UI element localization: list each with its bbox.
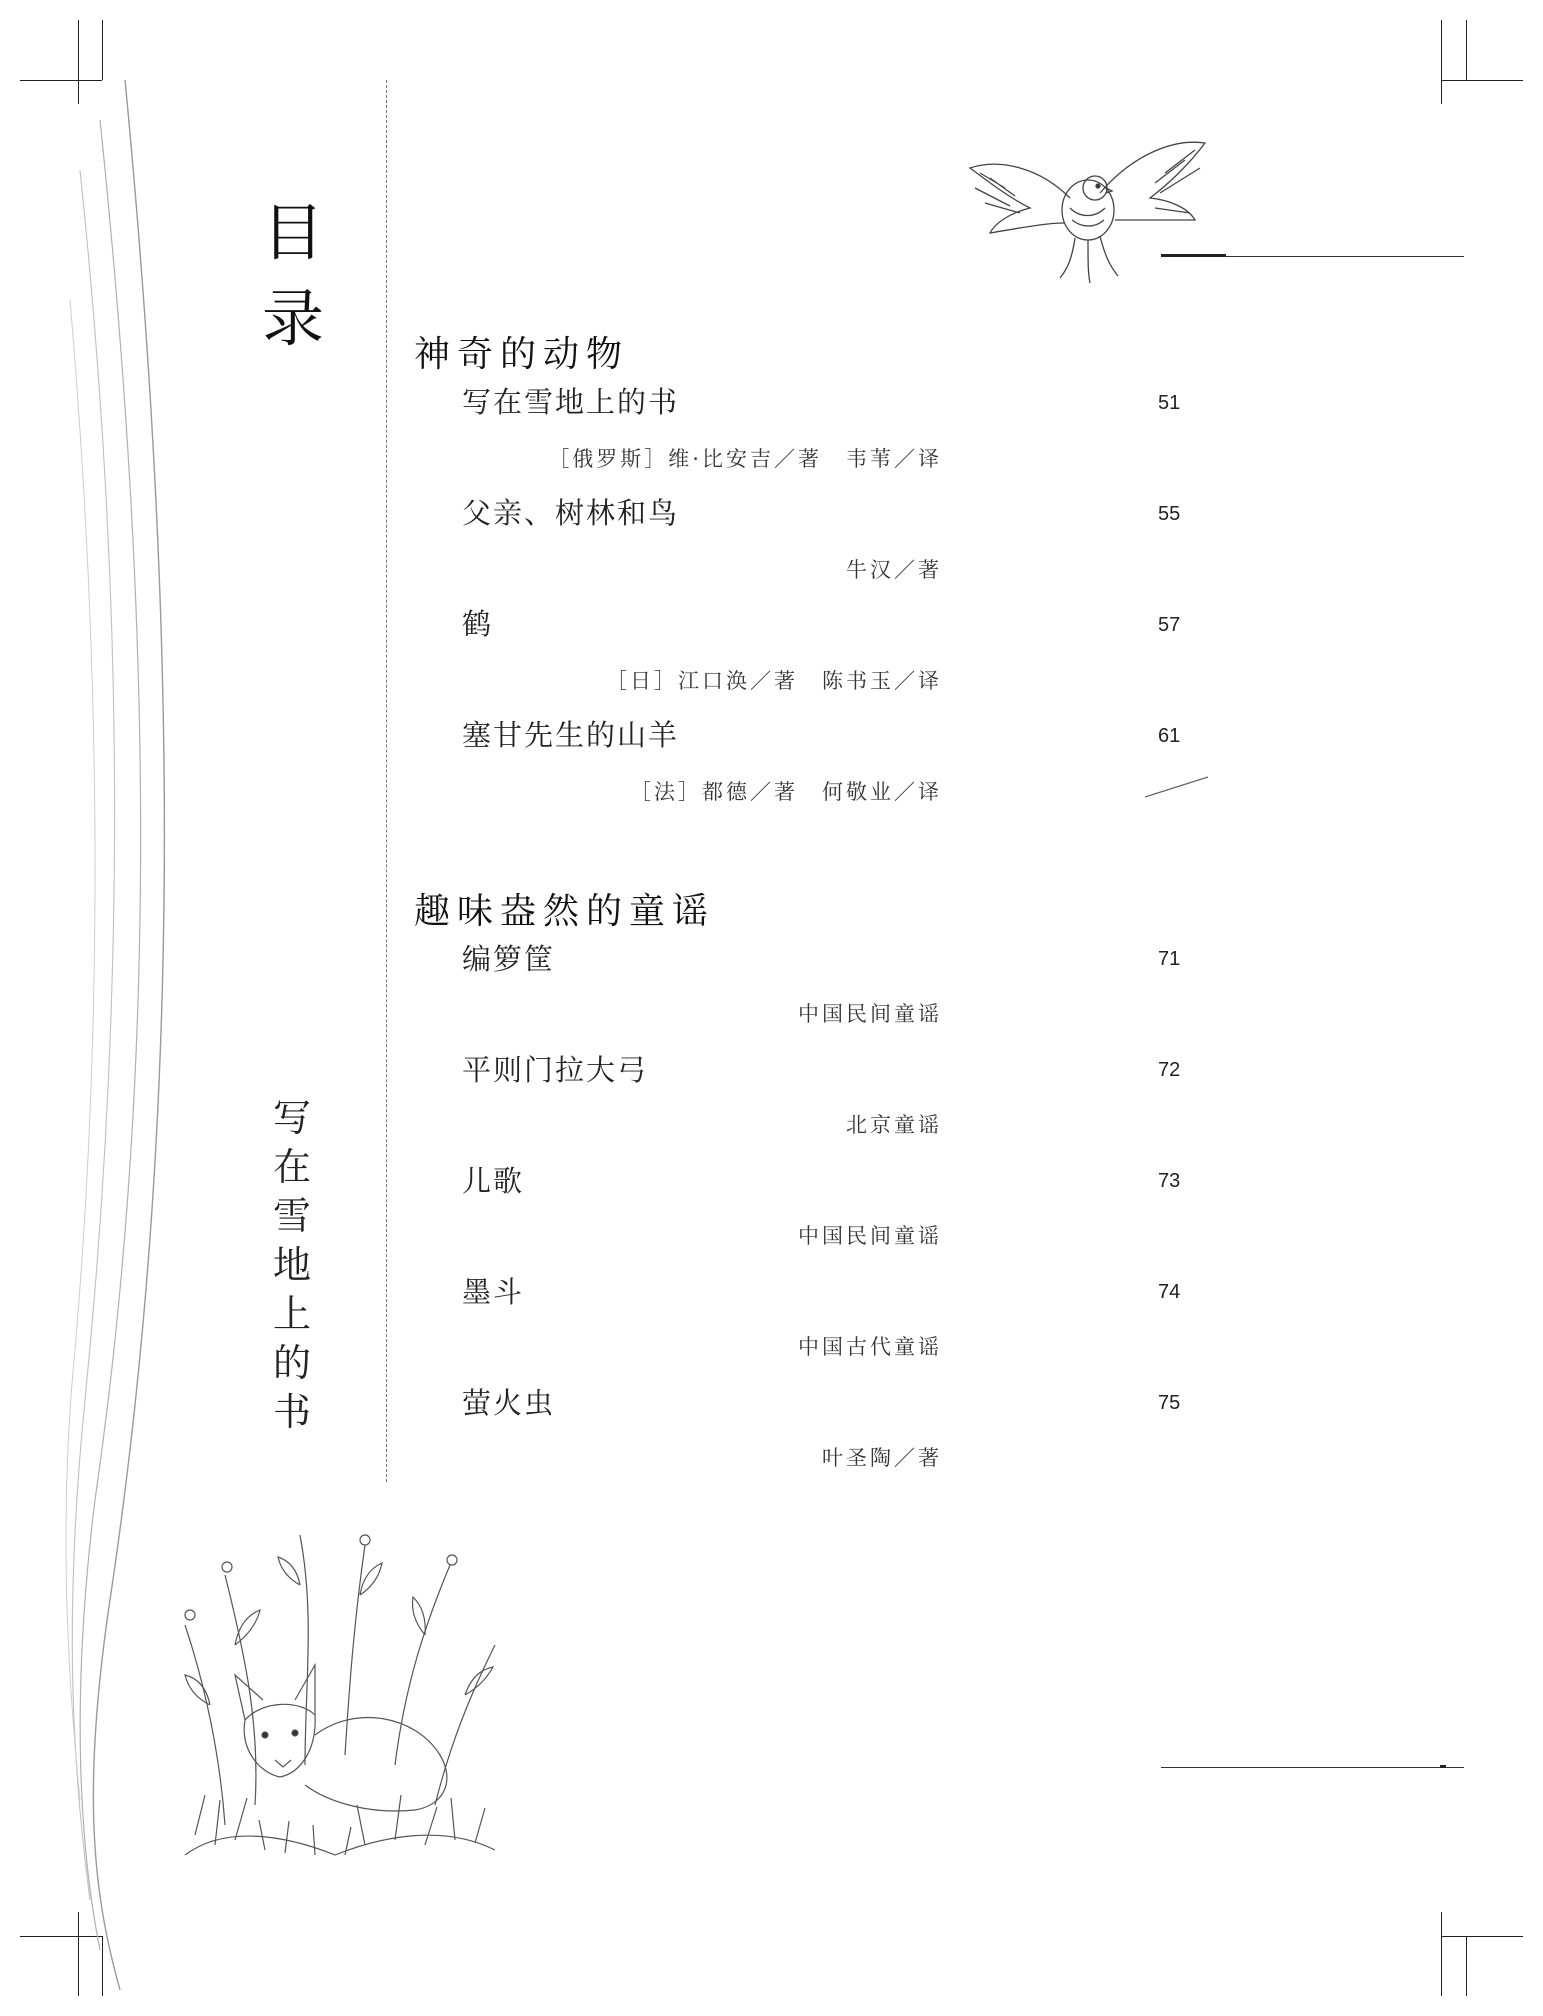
crop-mark [1441,20,1442,104]
entry-byline: 中国古代童谣 [798,1335,942,1359]
book-title-char: 雪 [272,1194,311,1238]
page-number[interactable]: 51 [1158,392,1181,414]
entry-byline: 牛汉／著 [846,558,942,582]
page-number[interactable]: 57 [1158,614,1181,636]
page-number[interactable]: 71 [1158,948,1181,970]
entry-byline: ［法］都德／著 何敬业／译 [630,780,942,804]
entry-title[interactable]: 鹤 [462,607,494,641]
entry-byline: 叶圣陶／著 [822,1446,942,1470]
entry-title[interactable]: 儿歌 [462,1164,525,1198]
page-number[interactable]: 72 [1158,1059,1181,1081]
entry-title[interactable]: 编箩筐 [462,942,556,976]
book-title-char: 的 [272,1341,311,1385]
section-title: 神奇的动物 [414,334,630,375]
book-title-char: 地 [272,1243,311,1287]
crop-mark [1441,1912,1442,1996]
dashed-divider [386,80,387,1482]
decorative-stroke [1140,772,1220,802]
entry-title[interactable]: 塞甘先生的山羊 [462,718,680,752]
crop-mark [1441,80,1523,81]
entry-title[interactable]: 父亲、树林和鸟 [462,496,680,530]
decorative-rule [1161,1767,1464,1768]
decorative-rule [1161,254,1226,257]
entry-byline: 北京童谣 [846,1113,942,1137]
page-number[interactable]: 61 [1158,725,1181,747]
crop-mark [1441,1936,1523,1937]
entry-title[interactable]: 墨斗 [462,1275,525,1309]
book-title-char: 书 [272,1390,311,1434]
bird-illustration [960,128,1220,298]
book-title-char: 在 [272,1145,311,1189]
entry-title[interactable]: 写在雪地上的书 [462,385,680,419]
toc-heading [262,190,324,362]
entry-byline: ［日］江口涣／著 陈书玉／译 [606,669,942,693]
crop-mark [1466,20,1467,80]
entry-byline: 中国民间童谣 [798,1002,942,1026]
toc-heading-char: 录 [262,282,325,355]
crop-mark [1466,1936,1467,1996]
section-title: 趣味盎然的童谣 [414,891,716,932]
entry-byline: ［俄罗斯］维·比安吉／著 韦苇／译 [548,447,942,471]
page-number[interactable]: 55 [1158,503,1181,525]
book-title-char: 上 [272,1292,311,1336]
page-number[interactable]: 73 [1158,1170,1181,1192]
book-title-char: 写 [272,1096,311,1140]
fox-illustration [165,1505,510,1875]
entry-byline: 中国民间童谣 [798,1224,942,1248]
entry-title[interactable]: 萤火虫 [462,1386,556,1420]
decorative-rule [1440,1765,1446,1768]
page-number[interactable]: 74 [1158,1281,1181,1303]
page-number[interactable]: 75 [1158,1392,1181,1414]
book-title [270,1094,314,1437]
toc-heading-char: 目 [262,196,325,269]
entry-title[interactable]: 平则门拉大弓 [462,1053,649,1087]
